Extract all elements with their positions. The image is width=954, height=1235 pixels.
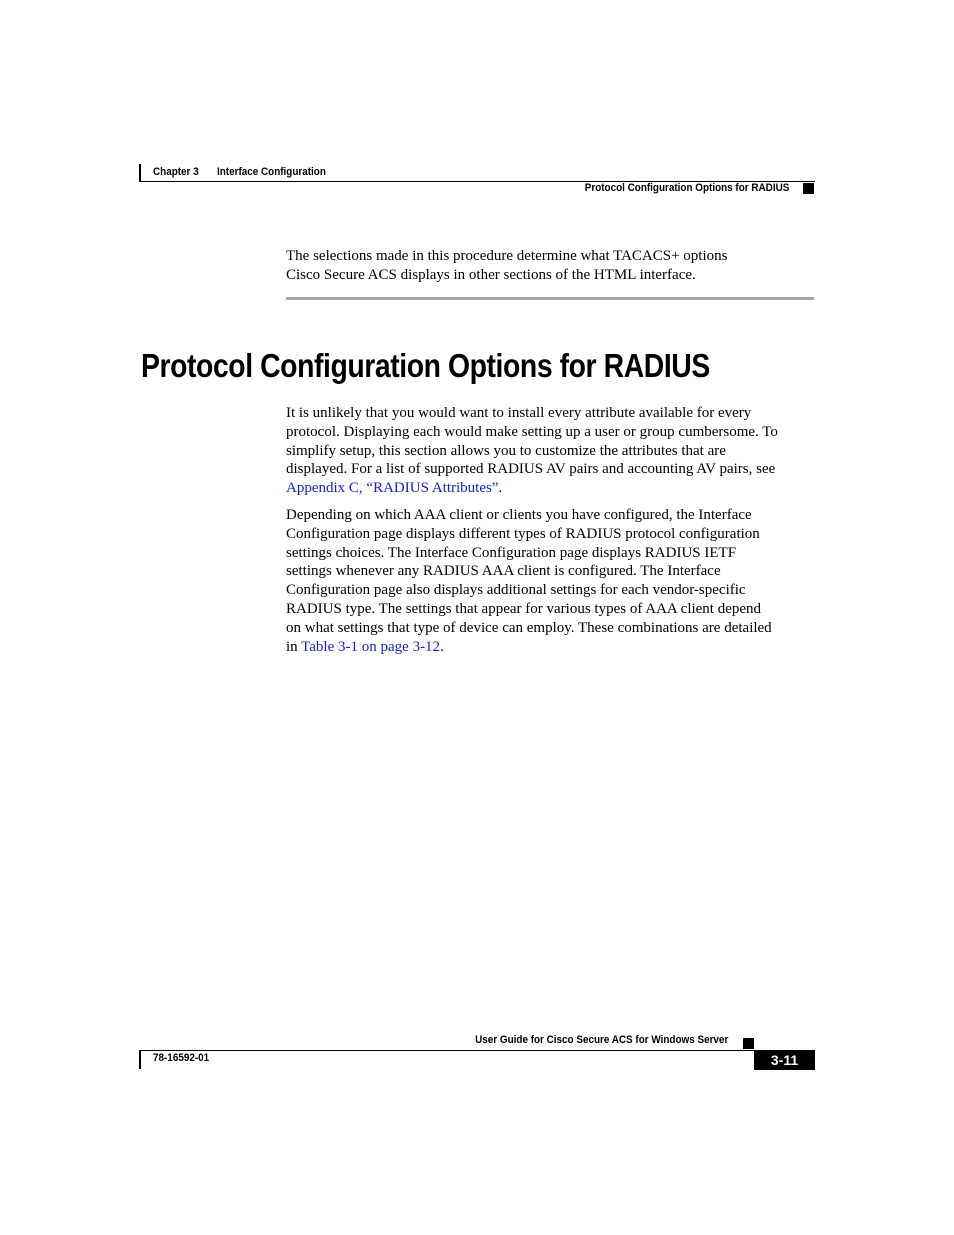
header-chapter: Chapter 3 <box>153 166 199 178</box>
body-paragraph-1 <box>286 404 816 498</box>
header-chapter-title: Interface Configuration <box>217 166 326 178</box>
section-heading: Protocol Configuration Options for RADIUS <box>141 347 710 384</box>
header-left-bar <box>139 164 141 182</box>
intro-line: Cisco Secure ACS displays in other sections of the HTML interface. <box>286 267 696 283</box>
paragraph-line: . <box>498 480 503 497</box>
section-divider <box>286 297 814 300</box>
footer-page-number: 3-11 <box>754 1050 815 1070</box>
paragraph-line: in <box>286 638 302 655</box>
footer-guide-title: User Guide for Cisco Secure ACS for Windows Server <box>474 1034 728 1046</box>
footer-rule <box>139 1050 815 1051</box>
intro-line: The selections made in this procedure determine what TACACS+ options <box>286 248 728 264</box>
paragraph-line: RADIUS type. The settings that appear for various types of AAA client depend <box>286 600 762 617</box>
paragraph-line: Configuration page displays different types of RADIUS protocol configuration <box>286 525 760 542</box>
paragraph-line: Depending on which AAA client or clients you have configured, the Interface <box>286 507 752 523</box>
paragraph-line: on what settings that type of device can employ. These combinations are detailed <box>286 619 772 636</box>
paragraph-line: It is unlikely that you would want to install every attribute available for every <box>286 405 752 421</box>
header-section-title: Protocol Configuration Options for RADIUS <box>584 182 789 194</box>
footer-left-bar <box>139 1050 141 1069</box>
table-3-1-link[interactable]: Table 3-1 on page 3-12 <box>301 638 441 655</box>
paragraph-line: settings whenever any RADIUS AAA client is configured. The Interface <box>286 563 721 580</box>
paragraph-line: . <box>440 638 444 655</box>
header-square-marker <box>803 183 814 194</box>
paragraph-line: settings choices. The Interface Configuration page displays RADIUS IETF <box>286 544 737 561</box>
paragraph-line: displayed. For a list of supported RADIUS AV pairs and accounting AV pairs, see <box>286 461 776 478</box>
footer-square-marker <box>743 1038 754 1049</box>
body-paragraph-2 <box>286 506 816 656</box>
footer-doc-number: 78-16592-01 <box>153 1052 210 1064</box>
intro-paragraph <box>286 247 816 285</box>
appendix-c-link[interactable]: Appendix C, “RADIUS Attributes” <box>286 480 499 497</box>
paragraph-line: protocol. Displaying each would make setting up a user or group cumbersome. To <box>286 423 778 440</box>
paragraph-line: simplify setup, this section allows you to customize the attributes that are <box>286 442 726 459</box>
paragraph-line: Configuration page also displays additional settings for each vendor-specific <box>286 582 746 599</box>
